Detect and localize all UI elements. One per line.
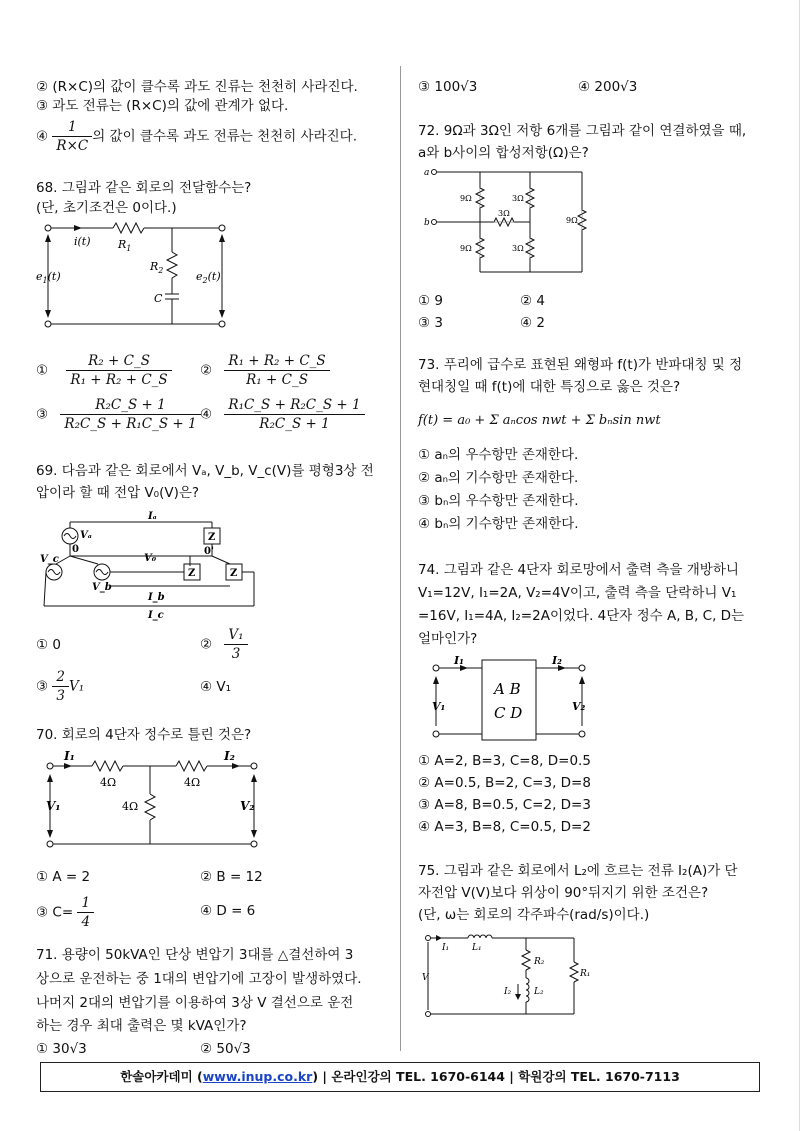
q68-option-4: ④ $\frac{\text{R₁C\_S + R₂C\_S + 1}}{\text{R₂C\_S + 1}}$ [200, 396, 365, 433]
svg-text:I₁: I₁ [454, 654, 464, 667]
svg-text:V_b: V_b [92, 582, 112, 593]
fraction: $\frac{1}{R\times C}$ [52, 118, 92, 155]
svg-text:V: V [422, 973, 429, 983]
q70-option-4: ④ D = 6 [200, 903, 256, 919]
q73-option-2: ② aₙ의 기수항만 존재한다. [418, 470, 579, 486]
option-text: 의 값이 클수록 과도 전류는 천천히 사라진다. [92, 128, 357, 145]
q71-line-3: 나머지 2대의 변압기를 이용하여 3상 V 결선으로 운전 [36, 995, 354, 1011]
q69-title: 69. 다음과 같은 회로에서 Vₐ, V_b, V_c(V)를 평형3상 전 [36, 463, 374, 479]
svg-text:Iₐ: Iₐ [148, 511, 157, 522]
q69-option-4: ④ V₁ [200, 679, 232, 695]
q73-formula: f(t) = a₀ + Σ aₙcos nwt + Σ bₙsin nwt [418, 413, 661, 428]
svg-text:4Ω: 4Ω [122, 800, 139, 813]
svg-text:Z: Z [230, 568, 238, 579]
q75-circuit-diagram [420, 928, 590, 1024]
q71-option-1: ① 30√3 [36, 1041, 87, 1057]
r1-label: $R_1$ [118, 238, 132, 253]
q70-circuit-diagram [40, 748, 264, 854]
q73-line-1: 73. 푸리에 급수로 표현된 왜형파 f(t)가 반파대칭 및 정 [418, 357, 743, 373]
q72-option-1: ① 9 [418, 293, 443, 309]
q69-option-3: ③ $\frac{2}{3}$ V₁ [36, 669, 85, 704]
q71-option-3: ③ 100√3 [418, 79, 478, 95]
svg-text:I₁: I₁ [64, 749, 75, 763]
q74-two-port-diagram [426, 654, 592, 746]
q71-option-2: ② 50√3 [200, 1041, 251, 1057]
q69-circuit-diagram [40, 506, 262, 621]
svg-text:L₁: L₁ [472, 943, 482, 953]
q68-title: 68. 그림과 같은 회로의 전달함수는? [36, 180, 252, 196]
q74-option-3: ③ A=8, B=0.5, C=2, D=3 [418, 797, 591, 813]
prev-option-4 [36, 118, 357, 155]
q70-title: 70. 회로의 4단자 정수로 틀린 것은? [36, 727, 252, 743]
current-label: i(t) [74, 235, 91, 248]
svg-text:V₁: V₁ [46, 799, 61, 813]
e2-label: $e_2(t)$ [196, 270, 221, 285]
capacitor-label: C [154, 292, 163, 305]
svg-text:I_c: I_c [148, 610, 164, 621]
q73-option-3: ③ bₙ의 우수항만 존재한다. [418, 493, 579, 509]
svg-text:0: 0 [72, 544, 79, 555]
q72-circuit-diagram [420, 162, 596, 282]
q72-option-4: ④ 2 [520, 315, 545, 331]
q72-option-3: ③ 3 [418, 315, 443, 331]
svg-text:3Ω: 3Ω [512, 244, 524, 253]
svg-text:R₂: R₂ [534, 957, 545, 967]
q69-option-1: ① 0 [36, 637, 61, 653]
q75-line-2: 자전압 V(V)보다 위상이 90°뒤지기 위한 조건은? [418, 885, 709, 901]
svg-text:A B: A B [494, 680, 521, 698]
svg-text:C D: C D [494, 704, 523, 722]
svg-text:b: b [424, 218, 430, 228]
q74-line-4: 얼마인가? [418, 631, 478, 647]
svg-text:Vₐ: Vₐ [80, 530, 92, 541]
e1-label: $e_1(t)$ [36, 270, 61, 285]
svg-text:V_c: V_c [40, 554, 59, 565]
svg-text:Z: Z [188, 568, 196, 579]
footer-bar [40, 1062, 760, 1092]
r2-label: $R_2$ [150, 260, 164, 275]
q74-option-4: ④ A=3, B=8, C=0.5, D=2 [418, 819, 591, 835]
svg-text:9Ω: 9Ω [460, 194, 472, 203]
svg-text:3Ω: 3Ω [512, 194, 524, 203]
q68-option-2: ② $\frac{\text{R₁ + R₂ + C\_S}}{\text{R₁ + C\_S}}$ [200, 352, 330, 389]
footer-contact: ) | 온라인강의 TEL. 1670-6144 | 학원강의 TEL. 1670-7113 [312, 1069, 680, 1084]
q74-option-2: ② A=0.5, B=2, C=3, D=8 [418, 775, 591, 791]
svg-text:4Ω: 4Ω [184, 776, 201, 789]
q73-option-4: ④ bₙ의 기수항만 존재한다. [418, 516, 579, 532]
q68-option-1: ① $\frac{\text{R₂ + C\_S}}{\text{R₁ + R₂ + C\_S}}$ [36, 352, 172, 389]
q72-line-2: a와 b사이의 합성저항(Ω)은? [418, 145, 589, 161]
q71-line-4: 하는 경우 최대 출력은 몇 kVA인가? [36, 1018, 247, 1034]
svg-text:V₀: V₀ [144, 553, 157, 564]
prev-option-3: ③ 과도 전류는 (R×C)의 값에 관계가 없다. [36, 98, 289, 114]
option-marker: ④ [36, 128, 49, 145]
svg-text:9Ω: 9Ω [460, 244, 472, 253]
q74-option-1: ① A=2, B=3, C=8, D=0.5 [418, 753, 591, 769]
q74-line-1: 74. 그림과 같은 4단자 회로망에서 출력 측을 개방하니 [418, 562, 739, 578]
svg-text:4Ω: 4Ω [100, 776, 117, 789]
svg-text:3Ω: 3Ω [498, 209, 510, 218]
svg-text:0': 0' [204, 546, 215, 557]
svg-text:V₂: V₂ [572, 700, 586, 713]
q71-line-1: 71. 용량이 50kVA인 단상 변압기 3대를 △결선하여 3 [36, 947, 354, 963]
z-label: Z [208, 532, 216, 543]
svg-text:9Ω: 9Ω [566, 216, 578, 225]
q75-line-1: 75. 그림과 같은 회로에서 L₂에 흐르는 전류 I₂(A)가 단 [418, 863, 738, 879]
svg-text:V₁: V₁ [432, 700, 446, 713]
svg-text:R₁: R₁ [580, 969, 591, 979]
q73-option-1: ① aₙ의 우수항만 존재한다. [418, 447, 579, 463]
svg-text:I₁: I₁ [442, 943, 450, 953]
svg-text:I₂: I₂ [552, 654, 562, 667]
q70-option-1: ① A = 2 [36, 869, 91, 885]
q68-circuit-diagram [38, 220, 238, 332]
q69-title-2: 압이라 할 때 전압 V₀(V)은? [36, 485, 200, 501]
q68-option-3: ③ $\frac{\text{R₂C\_S + 1}}{\text{R₂C\_S + R₁C\_S + 1}}$ [36, 396, 201, 433]
svg-text:V₂: V₂ [240, 799, 255, 813]
column-divider [400, 66, 401, 1051]
svg-text:L₂: L₂ [534, 987, 544, 997]
svg-text:I₂: I₂ [504, 987, 512, 997]
q71-line-2: 상으로 운전하는 중 1대의 변압기에 고장이 발생하였다. [36, 971, 362, 987]
q75-line-3: (단, ω는 회로의 각주파수(rad/s)이다.) [418, 907, 650, 923]
q71-option-4: ④ 200√3 [578, 79, 638, 95]
svg-text:I₂: I₂ [224, 749, 235, 763]
svg-text:I_b: I_b [148, 592, 165, 603]
svg-text:a: a [424, 168, 430, 178]
q70-option-3: ③ C= $\frac{1}{4}$ [36, 894, 94, 931]
q69-option-2: ② $\frac{\text{V₁}}{3}$ [200, 626, 248, 663]
footer-website-link[interactable]: www.inup.co.kr [202, 1069, 313, 1084]
q74-line-2: V₁=12V, I₁=2A, V₂=4V이고, 출력 측을 단락하니 V₁ [418, 585, 737, 601]
q72-option-2: ② 4 [520, 293, 545, 309]
q72-line-1: 72. 9Ω과 3Ω인 저항 6개를 그림과 같이 연결하였을 때, [418, 123, 747, 139]
prev-option-2: ② (R×C)의 값이 클수록 과도 진류는 천천히 사라진다. [36, 79, 358, 95]
q74-line-3: =16V, I₁=4A, I₂=2A이었다. 4단자 정수 A, B, C, D는 [418, 608, 745, 624]
q68-note: (단, 초기조건은 0이다.) [36, 200, 177, 216]
q73-line-2: 현대칭일 때 f(t)에 대한 특징으로 옳은 것은? [418, 379, 681, 395]
footer-brand: 한솔아카데미 ( [120, 1069, 203, 1084]
q70-option-2: ② B = 12 [200, 869, 263, 885]
